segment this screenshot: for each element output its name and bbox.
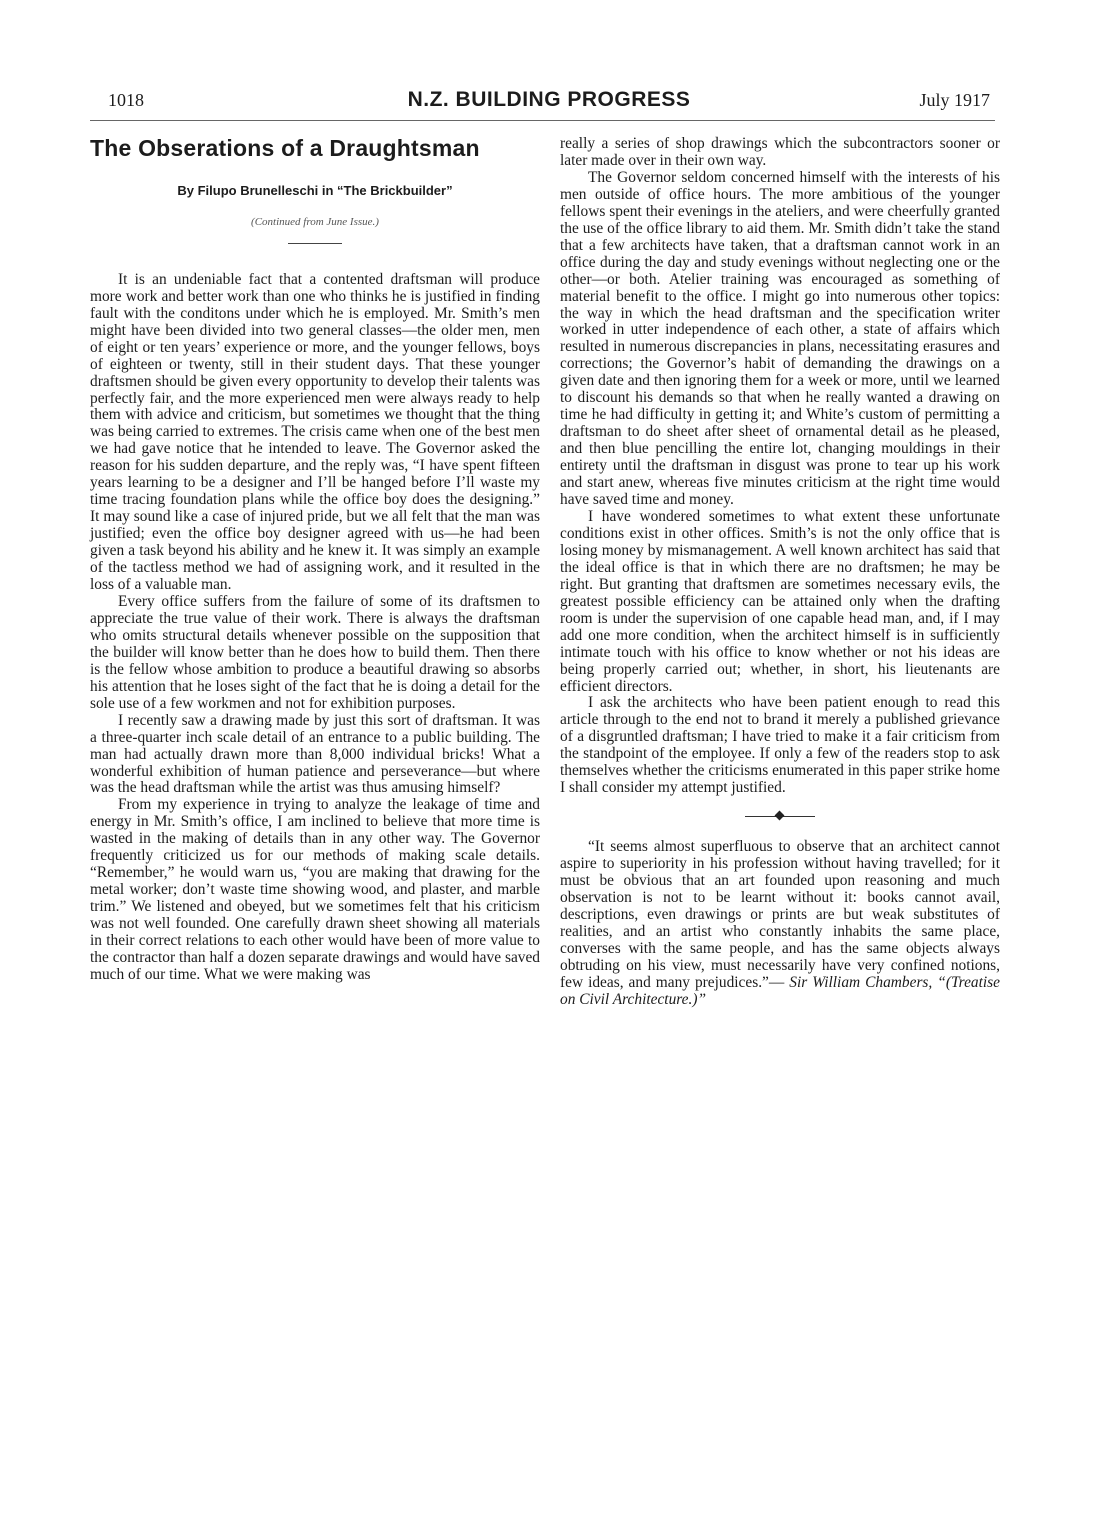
header-rule [90,120,995,121]
issue-date: July 1917 [919,90,990,110]
paragraph: The Governor seldom concerned himself with the interests of his men outside of office hours. The more ambitious of the younger fellows spent their evenings in the ateliers, and were cheerfully granted the use of the office library to aid them. Mr. Smith didn’t take the stand that a few architects have taken, that a draftsman cannot work in an office during the day and study evenings without neglecting one or the other—or both. Atelier training was encouraged as something of material benefit to the office. I might go into numerous other topics: the way in which the head draftsman and the specification writer worked in utter independence of each other, a state of affairs which resulted in numerous discrepancies in plans, necessitating erasures and corrections; the Governor’s habit of demanding the drawings on a given date and then ignoring them for a week or more, until we learned to discount his demands so that when he really wanted a drawing on time he had difficulty in getting it; and White’s custom of permitting a draftsman to do sheet after sheet of ornamental detail as he pleased, and then blue pencilling the entire lot, changing mouldings in their entirety until the draftsman in disgust was prone to tear up his work and start anew, whereas five minutes criticism at the right time would have saved time and money. [560,168,1000,509]
paragraph: really a series of shop drawings which the subcontractors sooner or later made over in their own way. [560,135,1000,169]
left-column [90,136,540,984]
paragraph: I have wondered sometimes to what extent these unfortunate conditions exist in other offices. Smith’s is not the only office that is losing money by mismanagement. A well known architect has said that the ideal office is that in which there are no draftsmen; he may be right. But granting that draftsmen are sometimes necessary evils, the greatest possible efficiency can be attained only when the drafting room is under the supervision of one capable head man, and, if I may add one more condition, when the architect himself is in sufficiently intimate touch with his office to know whether or not his ideas are being properly carried out; whether, in short, his lieutenants are efficient directors. [560,507,1000,695]
quote-text: “It seems almost superfluous to observe that an architect cannot aspire to superiority in his profession without having travelled; for it must be obvious that an art founded upon reasoning and much observation is not to be learnt without it: books cannot avail, descriptions, even drawings or prints are but weak substitutes of realities, and an artist who constantly inhabits the same place, converses with the same people, and has the same objects always obtruding on his view, must necessarily have very confined notions, few ideas, and many prejudices.”— [560,838,1000,991]
paragraph: It is an undeniable fact that a contented draftsman will produce more work and better work than one who thinks he is justified in finding fault with the conditons under which he is employed. Mr. Smith’s men might have been divided into two general classes—the older men, men of eight or ten years’ experience or more, and the younger fellows, boys of eighteen or twenty, still in their student days. That these younger draftsmen should be given every opportunity to develop their talents was perfectly fair, and the more experienced men were always ready to help them with advice and criticism, but sometimes we thought that the thing was being carried to extremes. The crisis came when one of the best men we had gave notice that he intended to leave. The Governor asked the reason for his sudden departure, and the reply was, “I have spent fifteen years learning to be a designer and I’ll be hanged before I’ll waste my time tracing foundation plans while the office boy does the designing.” It may sound like a case of injured pride, but we all felt that the man was justified; even the office boy designer agreed with us—he had been given a task beyond his ability and he knew it. It was simply an example of the tactless method we had of assigning work, and it resulted in the loss of a valuable man. [90,270,540,594]
right-column [560,136,1000,1009]
paragraph: From my experience in trying to analyze the leakage of time and energy in Mr. Smith’s office, I am inclined to believe that more time is wasted in the making of details than in any other way. The Governor frequently criticized us for our methods of making scale details. “Remember,” he would warn us, “you are making that drawing for the metal worker; don’t waste time showing wood, and plaster, and marble trim.” We listened and obeyed, but we sometimes felt that his criticism was not well founded. One carefully drawn sheet showing all materials in their correct relations to each other would have been of more value to the contractor than half a dozen separate drawings and would have saved much of our time. What we were making was [90,796,540,983]
title-divider [288,243,342,244]
paragraph: I recently saw a drawing made by just this sort of draftsman. It was a three-quarter inch scale detail of an entrance to a public building. The man had actually drawn more than 8,000 individual bricks! What a wonderful exhibition of human patience and perseverance—but where was the head draftsman while the artist was thus amusing himself? [90,711,540,797]
page-number: 1018 [108,90,144,110]
article-byline: By Filupo Brunelleschi in “The Brickbuilder” [177,182,453,198]
article-title: The Obserations of a Draughtsman [90,135,480,161]
page-header [108,88,990,118]
ornament-divider [745,813,815,821]
continued-note: (Continued from June Issue.) [251,215,379,228]
journal-title: N.Z. BUILDING PROGRESS [407,88,691,111]
chambers-quote [560,839,1000,1009]
quote-citation: Sir William Chambers, “(Treatise on Civil Architecture.)” [560,973,1000,1008]
paragraph: I ask the architects who have been patient enough to read this article through to the end not to brand it merely a published grievance of a disgruntled draftsman; I have tried to make it a fair criticism from the standpoint of the employee. If only a few of the readers stop to ask themselves whether the criticisms enumerated in this paper strike home I shall consider my attempt justified. [560,694,1000,797]
paragraph: Every office suffers from the failure of some of its draftsmen to appreciate the true value of their work. There is always the draftsman who omits structural details whenever possible on the supposition that the builder will know better than he does how to build them. Then there is the fellow whose ambition to produce a beautiful drawing so absorbs his attention that he loses sight of the fact that he is doing a detail for the sole use of a few workmen and not for exhibition purposes. [90,592,540,712]
